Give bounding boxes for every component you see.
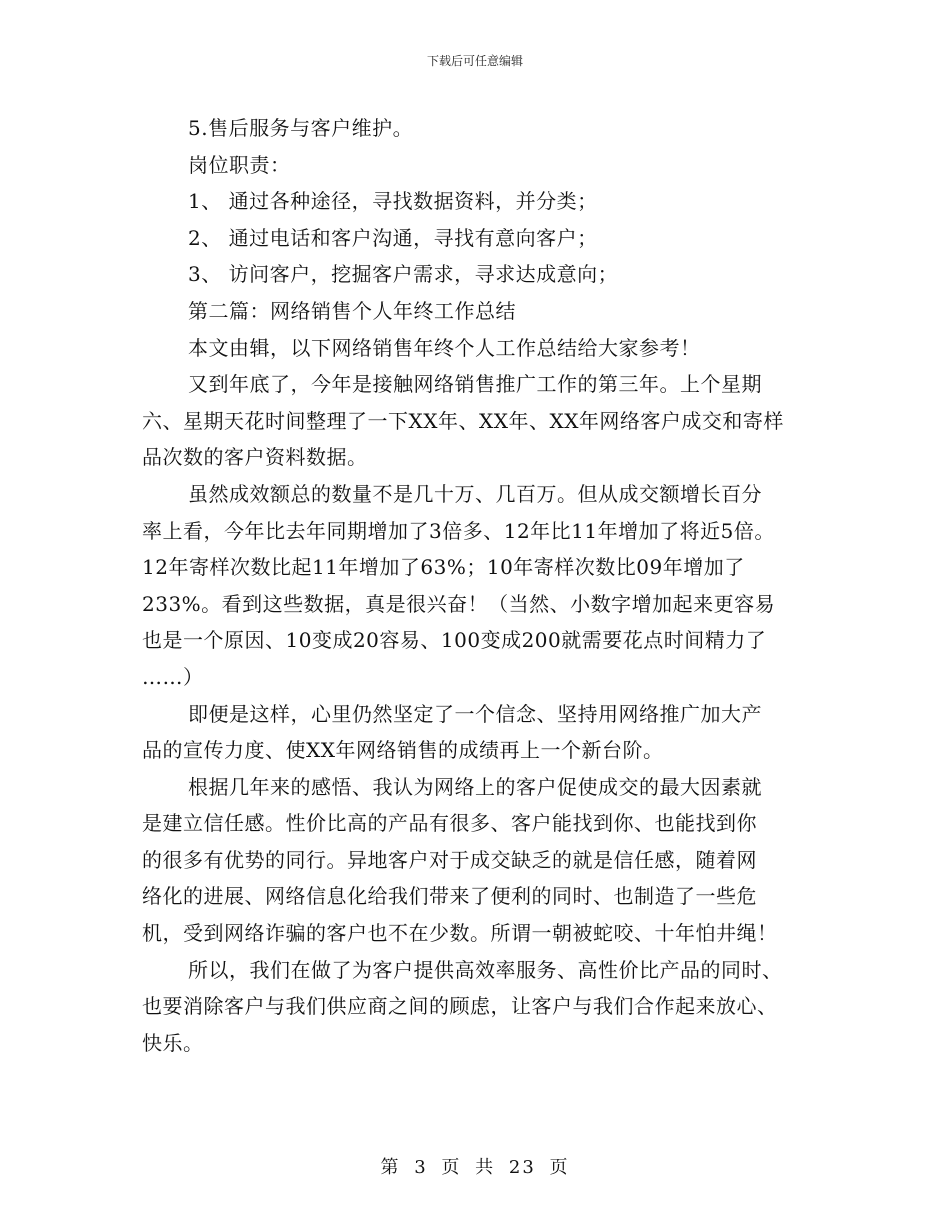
text-line: ……） bbox=[142, 664, 204, 689]
text-line: 六、星期天花时间整理了一下XX年、XX年、XX年网络客户成交和寄样 bbox=[142, 408, 784, 433]
footer-suffix: 页 bbox=[549, 1157, 570, 1178]
text-line: 5.售后服务与客户维护。 bbox=[188, 116, 414, 140]
text-line: 2、 通过电话和客户沟通，寻找有意向客户； bbox=[188, 225, 598, 250]
text-line: 虽然成效额总的数量不是几十万、几百万。但从成交额增长百分 bbox=[188, 481, 762, 506]
footer-total-pages: 23 bbox=[508, 1157, 536, 1178]
text-line: 率上看，今年比去年同期增加了3倍多、12年比11年增加了将近5倍。 bbox=[142, 518, 775, 543]
text-line: 第二篇：网络销售个人年终工作总结 bbox=[188, 298, 516, 323]
text-line: 品的宣传力度、使XX年网络销售的成绩再上一个新台阶。 bbox=[142, 738, 664, 763]
text-line: 12年寄样次数比起11年增加了63%；10年寄样次数比09年增加了 bbox=[142, 555, 745, 580]
text-line: 络化的进展、网络信息化给我们带来了便利的同时、也制造了一些危 bbox=[142, 884, 757, 909]
footer-page-label: 页 bbox=[441, 1157, 462, 1178]
text-line: 又到年底了，今年是接触网络销售推广工作的第三年。上个星期 bbox=[188, 372, 762, 397]
text-line: 233%。看到这些数据，真是很兴奋！（当然、小数字增加起来更容易 bbox=[142, 591, 776, 616]
text-line: 所以，我们在做了为客户提供高效率服务、高性价比产品的同时、 bbox=[188, 957, 783, 982]
footer-total-label: 共 bbox=[475, 1157, 496, 1178]
text-line: 根据几年来的感悟、我认为网络上的客户促使成交的最大因素就 bbox=[188, 774, 762, 799]
footer-current-page: 3 bbox=[414, 1157, 428, 1178]
text-line: 即便是这样，心里仍然坚定了一个信念、坚持用网络推广加大产 bbox=[188, 701, 762, 726]
text-line: 机，受到网络诈骗的客户也不在少数。所谓一朝被蛇咬、十年怕井绳！ bbox=[142, 921, 778, 946]
text-line: 也是一个原因、10变成20容易、100变成200就需要花点时间精力了 bbox=[142, 628, 767, 653]
text-line: 是建立信任感。性价比高的产品有很多、客户能找到你、也能找到你 bbox=[142, 811, 757, 836]
text-line: 本文由辑，以下网络销售年终个人工作总结给大家参考！ bbox=[188, 335, 701, 360]
page-footer bbox=[0, 1153, 950, 1179]
text-line: 岗位职责： bbox=[188, 152, 291, 177]
text-line: 也要消除客户与我们供应商之间的顾虑，让客户与我们合作起来放心、 bbox=[142, 994, 778, 1019]
text-line: 品次数的客户资料数据。 bbox=[142, 445, 368, 470]
header-note: 下载后可任意编辑 bbox=[426, 54, 523, 68]
text-line: 1、 通过各种途径，寻找数据资料，并分类； bbox=[188, 189, 598, 214]
footer-prefix: 第 bbox=[380, 1157, 401, 1178]
text-line: 快乐。 bbox=[142, 1030, 204, 1055]
text-line: 3、 访问客户，挖掘客户需求，寻求达成意向； bbox=[188, 262, 619, 287]
text-line: 的很多有优势的同行。异地客户对于成交缺乏的就是信任感，随着网 bbox=[142, 847, 757, 872]
document-body bbox=[142, 110, 810, 1061]
